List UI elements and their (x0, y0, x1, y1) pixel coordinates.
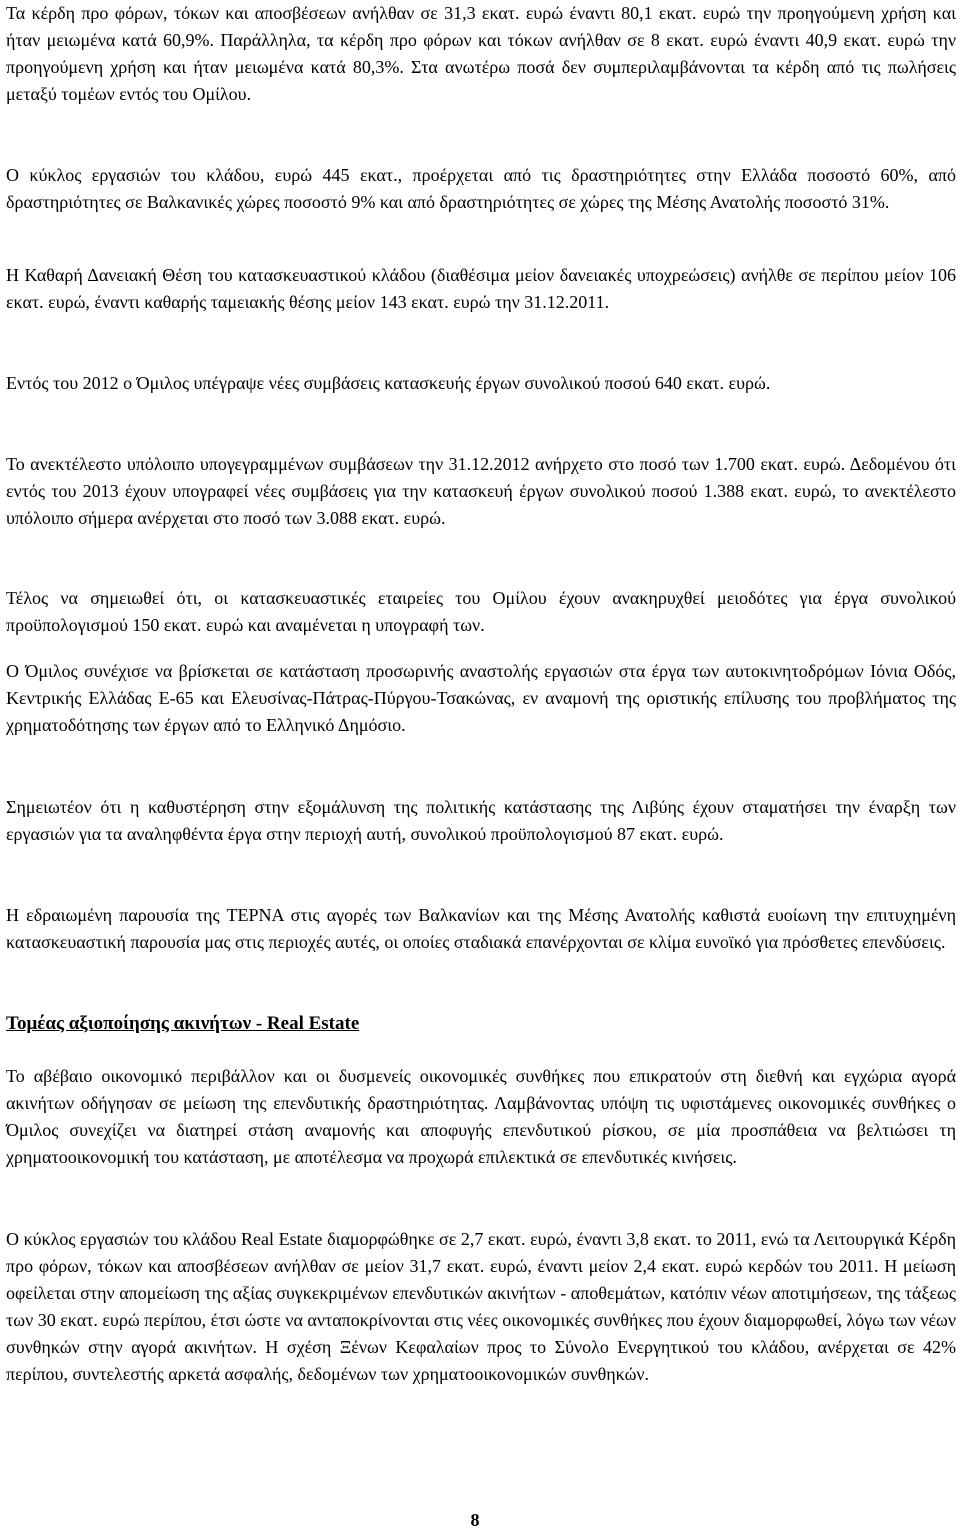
paragraph-ebitda: Τα κέρδη προ φόρων, τόκων και αποσβέσεων ανήλθαν σε 31,3 εκατ. ευρώ έναντι 80,1 εκατ. ευρώ την προηγούμενη χρήση και ήταν μειωμένα κατά 60,9%. Παράλληλα, τα κέρδη προ φόρων και τόκων ανήλθαν σε 8 εκατ. ευρώ έναντι 40,9 εκατ. ευρώ την προηγούμενη χρήση και ήταν μειωμένα κατά 80,3%. Στα ανωτέρω ποσά δεν συμπεριλαμβάνονται τα κέρδη από τις πωλήσεις μεταξύ τομέων εντός του Ομίλου. (6, 3, 956, 104)
paragraph-turnover-breakdown: Ο κύκλος εργασιών του κλάδου, ευρώ 445 εκατ., προέρχεται από τις δραστηριότητες στην Ελλάδα ποσοστό 60%, από δραστηριότητες σε Βαλκανικές χώρες ποσοστό 9% και από δραστηριότητες σε χώρες της Μέσης Ανατολής ποσοστό 31%. (6, 165, 956, 212)
page-number: 8 (470, 1510, 480, 1530)
paragraph-real-estate-environment: Το αβέβαιο οικονομικό περιβάλλον και οι δυσμενείς οικονομικές συνθήκες που επικρατούν στη διεθνή και εγχώρια αγορά ακινήτων οδήγησαν σε μείωση της επενδυτικής δραστηριότητας. Λαμβάνοντας υπόψη τις υφιστάμενες οικονομικές συνθήκες ο Όμιλος συνεχίζει να διατηρεί στάση αναμονής και αποφυγής επενδυτικού ρίσκου, σε μία προσπάθεια να βελτιώσει τη χρηματοοικονομική του κατάσταση, με αποτέλεσμα να προχωρά επιλεκτικά σε επενδυτικές κινήσεις. (6, 1066, 956, 1167)
paragraph-motorways: Ο Όμιλος συνέχισε να βρίσκεται σε κατάσταση προσωρινής αναστολής εργασιών στα έργα των αυτοκινητοδρόμων Ιόνια Οδός, Κεντρικής Ελλάδας Ε-65 και Ελευσίνας-Πάτρας-Πύργου-Τσακώνας, εν αναμονή της οριστικής επίλυσης του προβλήματος της χρηματοδότησης των έργων από το Ελληνικό Δημόσιο. (6, 661, 956, 735)
paragraph-presence: Η εδραιωμένη παρουσία της ΤΕΡΝΑ στις αγορές των Βαλκανίων και της Μέσης Ανατολής καθιστά ευοίωνη την επιτυχημένη κατασκευαστική παρουσία μας στις περιοχές αυτές, οι οποίες σταδιακά επανέρχονται σε κλίμα ευνοϊκό για πρόσθετες επενδύσεις. (6, 905, 956, 952)
paragraph-net-debt: Η Καθαρή Δανειακή Θέση του κατασκευαστικού κλάδου (διαθέσιμα μείον δανειακές υποχρεώσεις) ανήλθε σε περίπου μείον 106 εκατ. ευρώ, έναντι καθαρής ταμειακής θέσης μείον 143 εκατ. ευρώ την 31.12.2011. (6, 265, 956, 312)
paragraph-lowest-bidder: Τέλος να σημειωθεί ότι, οι κατασκευαστικές εταιρείες του Ομίλου έχουν ανακηρυχθεί μειοδότες για έργα συνολικού προϋπολογισμού 150 εκατ. ευρώ και αναμένεται η υπογραφή των. (6, 588, 956, 635)
paragraph-new-contracts: Εντός του 2012 ο Όμιλος υπέγραψε νέες συμβάσεις κατασκευής έργων συνολικού ποσού 640 εκατ. ευρώ. (6, 373, 771, 393)
section-heading-real-estate: Τομέας αξιοποίησης ακινήτων - Real Estate (6, 1013, 360, 1034)
paragraph-backlog: Το ανεκτέλεστο υπόλοιπο υπογεγραμμένων συμβάσεων την 31.12.2012 ανήρχετο στο ποσό των 1.700 εκατ. ευρώ. Δεδομένου ότι εντός του 2013 έχουν υπογραφεί νέες συμβάσεις για την κατασκευή έργων συνολικού ποσού 1.388 εκατ. ευρώ, το ανεκτέλεστο υπόλοιπο σήμερα ανέρχεται στο ποσό των 3.088 εκατ. ευρώ. (6, 454, 956, 528)
paragraph-libya: Σημειωτέον ότι η καθυστέρηση στην εξομάλυνση της πολιτικής κατάστασης της Λιβύης έχουν σταματήσει την έναρξη των εργασιών για τα αναληφθέντα έργα στην περιοχή αυτή, συνολικού προϋπολογισμού 87 εκατ. ευρώ. (6, 797, 956, 844)
paragraph-real-estate-results: Ο κύκλος εργασιών του κλάδου Real Estate διαμορφώθηκε σε 2,7 εκατ. ευρώ, έναντι 3,8 εκατ. το 2011, ενώ τα Λειτουργικά Κέρδη προ φόρων, τόκων και αποσβέσεων ανήλθαν σε μείον 31,7 εκατ. ευρώ, έναντι μείον 2,4 εκατ. ευρώ κερδών του 2011. Η μείωση οφείλεται στην απομείωση της αξίας συγκεκριμένων επενδυτικών ακινήτων - αποθεμάτων, κατόπιν νέων αποτιμήσεων, της τάξεως των 30 εκατ. ευρώ περίπου, έτσι ώστε να ανταποκρίνονται στις νέες οικονομικές συνθήκες που έχουν διαμορφωθεί, λόγω των νέων συνθηκών στην αγορά ακινήτων. Η σχέση Ξένων Κεφαλαίων προς το Σύνολο Ενεργητικού του κλάδου, ανέρχεται σε 42% περίπου, συντελεστής αρκετά ασφαλής, δεδομένων των χρηματοοικονομικών συνθηκών. (6, 1229, 956, 1384)
